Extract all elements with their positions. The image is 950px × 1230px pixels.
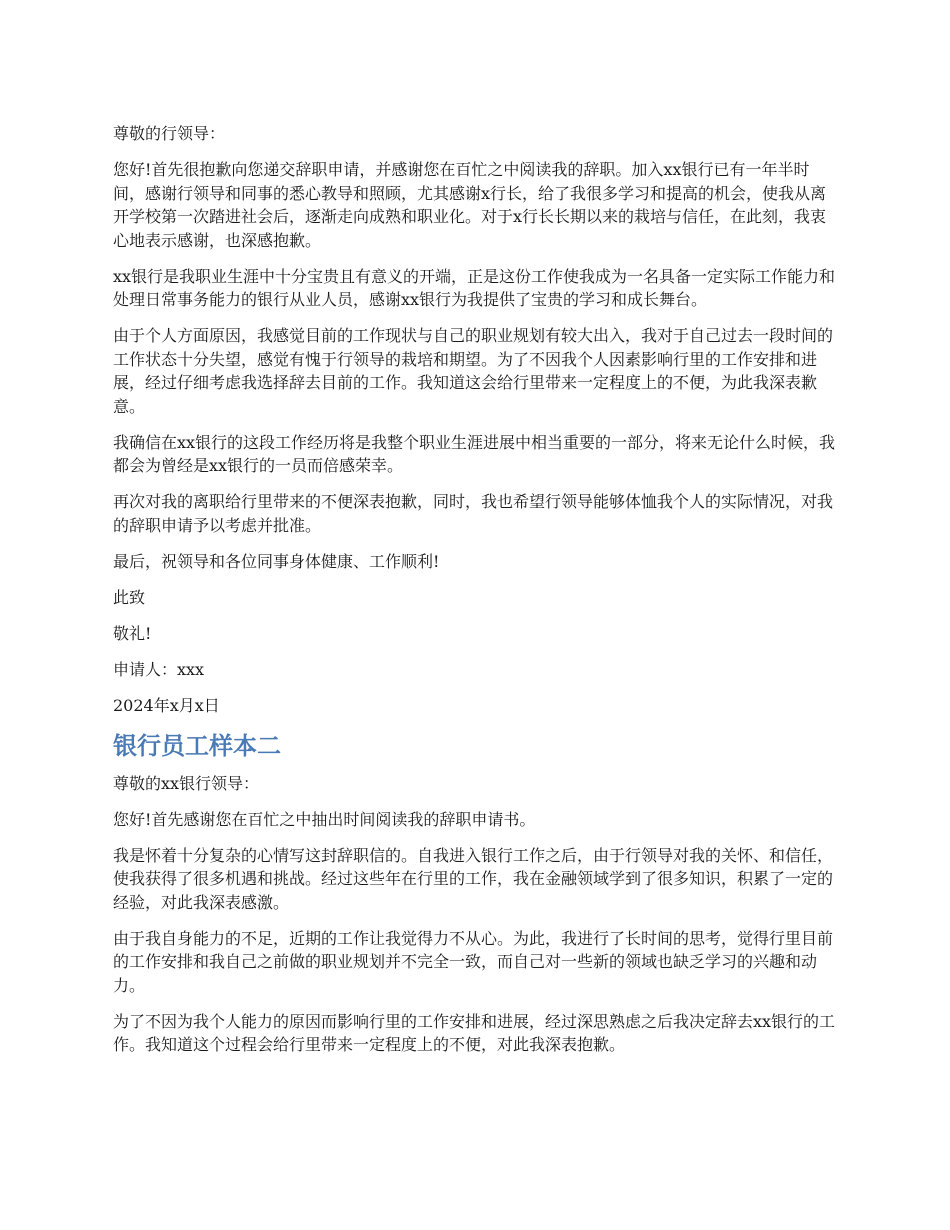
body-paragraph: 我是怀着十分复杂的心情写这封辞职信的。自我进入银行工作之后，由于行领导对我的关怀、和信任，使我获得了很多机遇和挑战。经过这些年在行里的工作，我在金融领域学到了很多知识，积累了一定的经验，对此我深表感激。 bbox=[113, 845, 834, 912]
body-paragraph: 您好!首先感谢您在百忙之中抽出时间阅读我的辞职申请书。 bbox=[113, 809, 536, 829]
applicant-line: 申请人：xxx bbox=[113, 659, 205, 679]
salutation: 尊敬的行领导： bbox=[113, 124, 226, 143]
body-paragraph: 由于个人方面原因，我感觉目前的工作现状与自己的职业规划有较大出入，我对于自己过去一段时间的工作状态十分失望，感觉有愧于行领导的栽培和期望。为了不因我个人因素影响行里的工作安排和进展，经过仔细考虑我选择辞去目前的工作。我知道这会给行里带来一定程度上的不便，为此我深表歉意。 bbox=[113, 326, 834, 416]
document-page bbox=[113, 122, 840, 1069]
body-paragraph: 最后，祝领导和各位同事身体健康、工作顺利! bbox=[113, 551, 440, 571]
section-heading: 银行员工样本二 bbox=[113, 731, 281, 760]
body-paragraph: xx银行是我职业生涯中十分宝贵且有意义的开端，正是这份工作使我成为一名具备一定实际工作能力和处理日常事务能力的银行从业人员，感谢xx银行为我提供了宝贵的学习和成长舞台。 bbox=[113, 266, 836, 309]
salutation: 尊敬的xx银行领导： bbox=[113, 773, 260, 793]
body-paragraph: 由于我自身能力的不足，近期的工作让我觉得力不从心。为此，我进行了长时间的思考，觉得行里目前的工作安排和我自己之前做的职业规划并不完全一致，而自己对一些新的领域也缺乏学习的兴趣和动力。 bbox=[113, 928, 834, 995]
body-paragraph: 为了不因为我个人能力的原因而影响行里的工作安排和进展，经过深思熟虑之后我决定辞去xx银行的工作。我知道这个过程会给行里带来一定程度上的不便，对此我深表抱歉。 bbox=[113, 1011, 836, 1054]
closing-line: 敬礼! bbox=[113, 623, 152, 643]
body-paragraph: 您好!首先很抱歉向您递交辞职申请，并感谢您在百忙之中阅读我的辞职。加入xx银行已有一年半时间，感谢行领导和同事的悉心教导和照顾，尤其感谢x行长，给了我很多学习和提高的机会，使我从离开学校第一次踏进社会后，逐渐走向成熟和职业化。对于x行长长期以来的栽培与信任，在此刻，我衷心地表示感谢，也深感抱歉。 bbox=[113, 160, 827, 250]
body-paragraph: 我确信在xx银行的这段工作经历将是我整个职业生涯进展中相当重要的一部分，将来无论什么时候，我都会为曾经是xx银行的一员而倍感荣幸。 bbox=[113, 432, 836, 475]
date-line: 2024年x月x日 bbox=[113, 695, 220, 715]
body-paragraph: 再次对我的离职给行里带来的不便深表抱歉，同时，我也希望行领导能够体恤我个人的实际情况，对我的辞职申请予以考虑并批准。 bbox=[113, 492, 834, 535]
closing-line: 此致 bbox=[113, 587, 146, 607]
